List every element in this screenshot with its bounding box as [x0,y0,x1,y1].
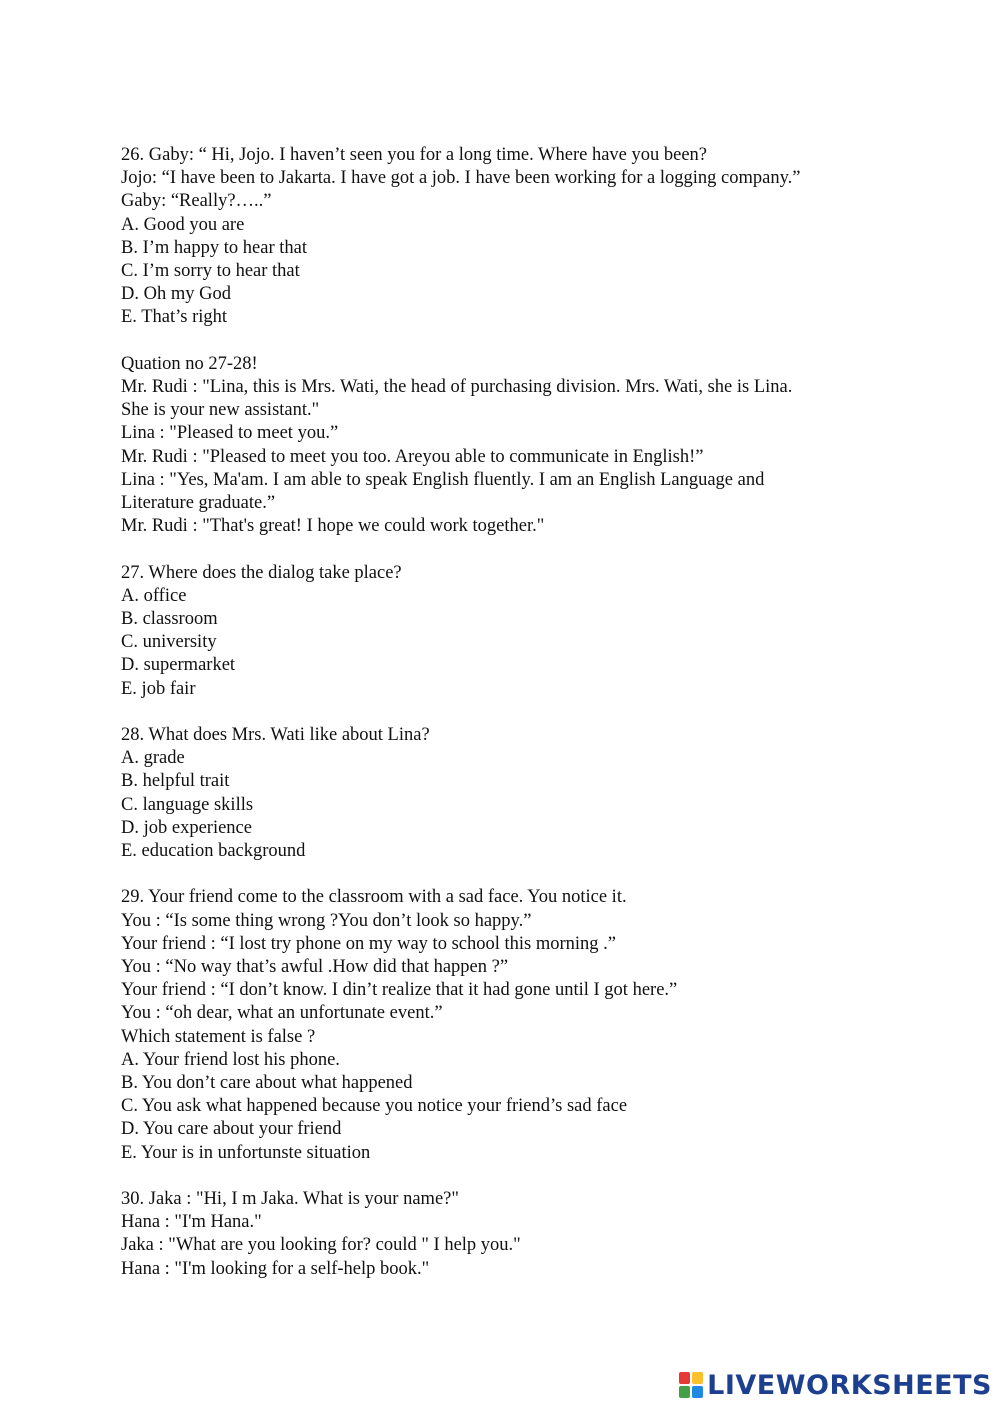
question-27-option-d: D. supermarket [121,655,236,676]
question-30 [121,1188,971,1281]
question-29-prompt-line: You : “No way that’s awful .How did that happen ?” [121,957,509,978]
question-28-prompt: 28. What does Mrs. Wati like about Lina? [121,725,430,746]
question-28-option-c: C. language skills [121,794,254,815]
question-29-option-c: C. You ask what happened because you notice your friend’s sad face [121,1096,628,1117]
question-29-option-a: A. Your friend lost his phone. [121,1049,340,1070]
question-29-option-e: E. Your is in unfortunste situation [121,1142,371,1163]
logo-square-red [679,1372,690,1384]
question-27-prompt: 27. Where does the dialog take place? [121,562,402,583]
passage-line: Mr. Rudi : "That's great! I hope we could work together." [121,516,545,537]
question-26-prompt-line: 26. Gaby: “ Hi, Jojo. I haven’t seen you for a long time. Where have you been? [121,145,708,165]
liveworksheets-watermark [679,1363,992,1407]
worksheet-page [121,144,971,1304]
question-26-option-c: C. I’m sorry to hear that [121,261,300,282]
liveworksheets-logo-icon [679,1372,703,1398]
question-26-option-e: E. That’s right [121,307,228,328]
question-30-line: Hana : "I'm looking for a self-help book." [121,1258,430,1279]
question-29-prompt-line: Your friend : “I don’t know. I din’t realize that it had gone until I got here.” [121,980,678,1001]
logo-square-blue [692,1386,703,1398]
question-26 [121,144,971,330]
passage-27-28 [121,353,971,539]
passage-line: Literature graduate.” [121,493,276,514]
question-26-option-b: B. I’m happy to hear that [121,237,307,258]
passage-line: Mr. Rudi : "Pleased to meet you too. Areyou able to communicate in English!” [121,446,704,467]
question-30-line: Hana : "I'm Hana." [121,1212,262,1233]
question-29-prompt-line: Which statement is false ? [121,1026,316,1047]
question-28 [121,724,971,863]
question-28-option-a: A. grade [121,748,185,769]
question-29-option-b: B. You don’t care about what happened [121,1073,413,1094]
question-26-prompt-line: Gaby: “Really?…..” [121,191,272,212]
question-26-prompt-line: Jojo: “I have been to Jakarta. I have got a job. I have been working for a logging company.” [121,168,801,189]
question-29 [121,886,971,1164]
question-30-line: Jaka : "What are you looking for? could " I help you." [121,1235,521,1256]
passage-line: Mr. Rudi : "Lina, this is Mrs. Wati, the head of purchasing division. Mrs. Wati, she is Lina. [121,377,793,398]
question-30-line: 30. Jaka : "Hi, I m Jaka. What is your name?" [121,1189,459,1210]
logo-square-yellow [692,1372,703,1384]
question-29-option-d: D. You care about your friend [121,1119,342,1140]
question-29-prompt-line: Your friend : “I lost try phone on my way to school this morning .” [121,933,617,954]
question-27-option-e: E. job fair [121,678,196,699]
question-27-option-b: B. classroom [121,609,218,630]
question-29-prompt-line: You : “Is some thing wrong ?You don’t look so happy.” [121,910,532,931]
passage-line: She is your new assistant." [121,400,320,421]
question-28-option-e: E. education background [121,841,306,862]
question-26-option-d: D. Oh my God [121,284,231,305]
passage-line: Lina : "Yes, Ma'am. I am able to speak English fluently. I am an English Language and [121,469,765,490]
question-27-option-c: C. university [121,632,217,653]
passage-line: Lina : "Pleased to meet you.” [121,423,339,444]
question-27-option-a: A. office [121,585,187,606]
question-29-prompt-line: 29. Your friend come to the classroom with a sad face. You notice it. [121,887,627,908]
question-28-option-b: B. helpful trait [121,771,230,792]
passage-heading: Quation no 27-28! [121,353,258,374]
logo-square-green [679,1386,690,1398]
question-26-option-a: A. Good you are [121,214,245,235]
question-28-option-d: D. job experience [121,817,252,838]
question-27 [121,562,971,701]
liveworksheets-wordmark: LIVEWORKSHEETS [707,1369,992,1401]
question-29-prompt-line: You : “oh dear, what an unfortunate event.” [121,1003,443,1024]
